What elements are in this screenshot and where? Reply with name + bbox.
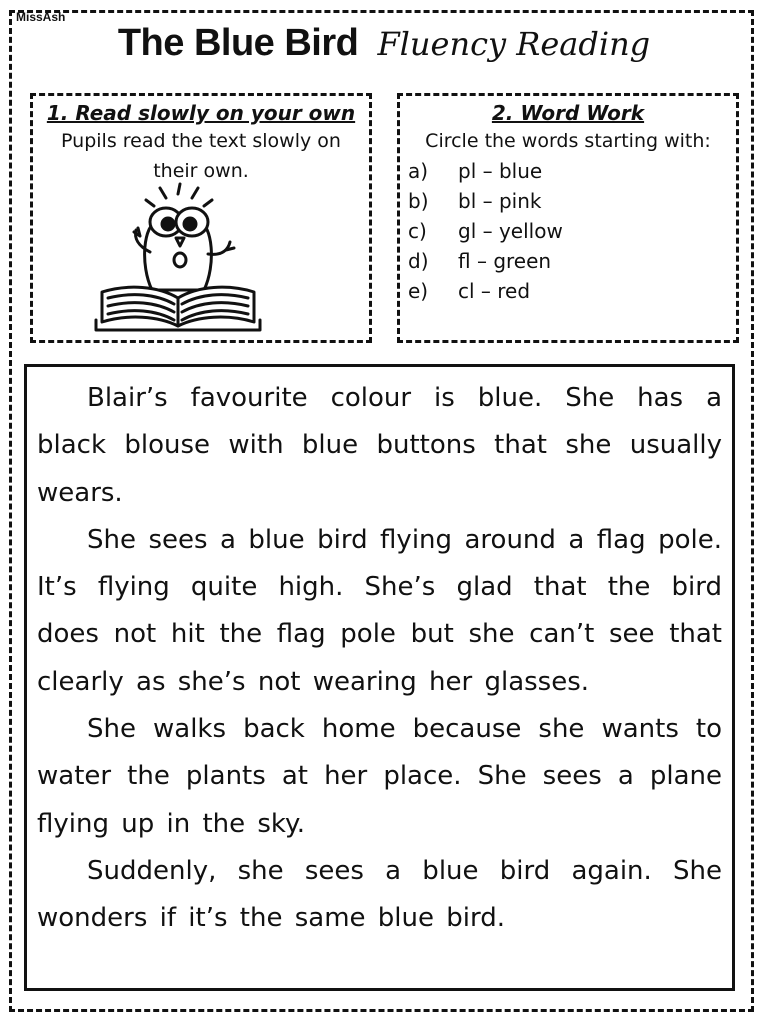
owl-reading-book-icon — [88, 180, 263, 335]
item-letter: e) — [408, 279, 429, 303]
list-item — [408, 246, 736, 276]
read-slowly-heading: 1. Read slowly on your own — [46, 101, 356, 125]
list-item — [408, 216, 736, 246]
word-work-heading: 2. Word Work — [491, 101, 645, 125]
list-item — [408, 186, 736, 216]
item-text: cl – red — [458, 279, 531, 303]
item-letter: d) — [408, 249, 429, 273]
item-text: bl – pink — [458, 189, 542, 213]
item-letter: b) — [408, 189, 429, 213]
item-letter: a) — [408, 159, 429, 183]
story-passage — [24, 364, 735, 991]
page-title — [0, 22, 768, 65]
item-text: pl – blue — [458, 159, 543, 183]
item-text: gl – yellow — [458, 219, 563, 243]
list-item — [408, 156, 736, 186]
story-paragraph: Blair’s favourite colour is blue. She has a black blouse with blue buttons that she usually wears. — [37, 383, 722, 508]
word-list — [400, 156, 736, 306]
brand-label: MissAsh — [16, 10, 66, 24]
read-slowly-text: Pupils read the text slowly on their own. — [61, 130, 341, 182]
title-sub: Fluency Reading — [377, 25, 651, 63]
word-work-box — [397, 93, 739, 343]
title-main: The Blue Bird — [117, 22, 359, 64]
item-letter: c) — [408, 219, 427, 243]
story-paragraph: She sees a blue bird flying around a flag pole. It’s flying quite high. She’s glad that the bird does not hit the flag pole but she can’t see that clearly as she’s not wearing her glasses. — [37, 524, 722, 697]
item-text: fl – green — [458, 249, 552, 273]
word-work-instructions: Circle the words starting with: — [425, 130, 711, 152]
list-item — [408, 276, 736, 306]
story-paragraph: She walks back home because she wants to water the plants at her place. She sees a plane flying up in the sky. — [37, 714, 722, 839]
story-paragraph: Suddenly, she sees a blue bird again. She wonders if it’s the same blue bird. — [37, 855, 722, 934]
